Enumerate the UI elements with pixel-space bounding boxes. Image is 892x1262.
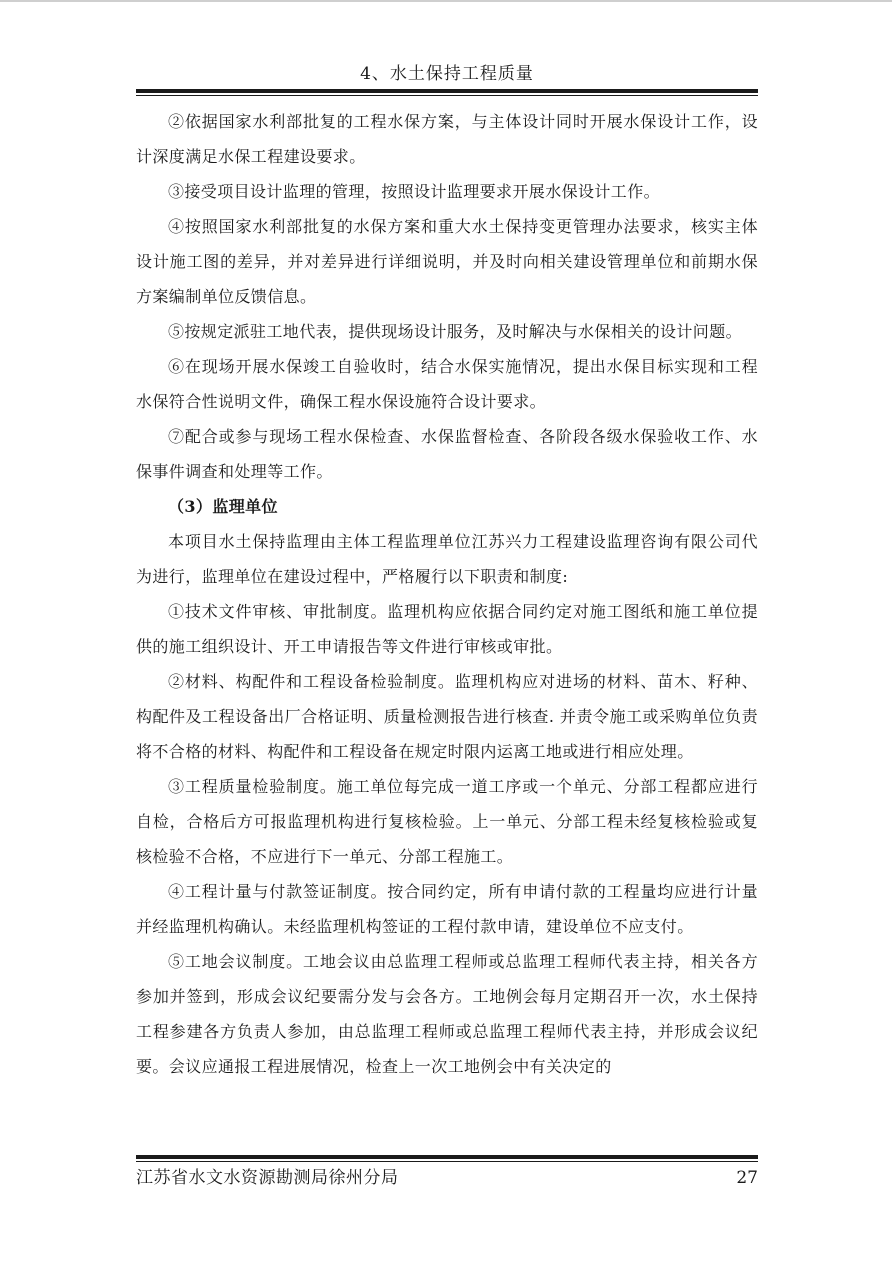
footer-rule-thick <box>136 1155 758 1159</box>
footer-organization: 江苏省水文水资源勘测局徐州分局 <box>136 1168 399 1188</box>
page-number: 27 <box>736 1168 758 1188</box>
paragraph-design-supervision: ③接受项目设计监理的管理，按照设计监理要求开展水保设计工作。 <box>168 182 661 201</box>
paragraph-payment-certification: ④工程计量与付款签证制度。按合同约定，所有申请付款的工程量均应进行计量并经监理机构确认。未经监理机构签证的工程付款申请，建设单位不应支付。 <box>136 882 758 936</box>
paragraph-site-representative: ⑤按规定派驻工地代表，提供现场设计服务，及时解决与水保相关的设计问题。 <box>168 322 743 341</box>
paragraph-quality-inspection: ③工程质量检验制度。施工单位每完成一道工序或一个单元、分部工程都应进行自检，合格后方可报监理机构进行复核检验。上一单元、分部工程未经复核检验或复核检验不合格，不应进行下一单元、分部工程施工。 <box>136 777 758 866</box>
document-body <box>136 104 758 1084</box>
header-rule-thin <box>136 95 758 96</box>
footer-rule-thin <box>136 1161 758 1162</box>
page-top-border <box>0 0 892 2</box>
section-heading-supervision-unit: （3）监理单位 <box>168 497 278 516</box>
paragraph-site-meeting: ⑤工地会议制度。工地会议由总监理工程师或总监理工程师代表主持，相关各方参加并签到，形成会议纪要需分发与会各方。工地例会每月定期召开一次，水土保持工程参建各方负责人参加，由总监理工程师或总监理工程师代表主持，并形成会议纪要。会议应通报工程进展情况，检查上一次工地例会中有关决定的 <box>136 952 758 1076</box>
paragraph-supervision-intro: 本项目水土保持监理由主体工程监理单位江苏兴力工程建设监理咨询有限公司代为进行，监理单位在建设过程中，严格履行以下职责和制度: <box>136 532 758 586</box>
paragraph-design-depth: ②依据国家水利部批复的工程水保方案，与主体设计同时开展水保设计工作，设计深度满足水保工程建设要求。 <box>136 112 758 166</box>
paragraph-self-acceptance: ⑥在现场开展水保竣工自验收时，结合水保实施情况，提出水保目标实现和工程水保符合性说明文件，确保工程水保设施符合设计要求。 <box>136 357 758 411</box>
header-title: 4、水土保持工程质量 <box>360 64 534 84</box>
paragraph-document-review: ①技术文件审核、审批制度。监理机构应依据合同约定对施工图纸和施工单位提供的施工组织设计、开工申请报告等文件进行审核或审批。 <box>136 602 758 656</box>
paragraph-inspection-cooperation: ⑦配合或参与现场工程水保检查、水保监督检查、各阶段各级水保验收工作、水保事件调查和处理等工作。 <box>136 427 758 481</box>
paragraph-change-management: ④按照国家水利部批复的水保方案和重大水土保持变更管理办法要求，核实主体设计施工图的差异，并对差异进行详细说明，并及时向相关建设管理单位和前期水保方案编制单位反馈信息。 <box>136 217 758 306</box>
paragraph-material-inspection: ②材料、构配件和工程设备检验制度。监理机构应对进场的材料、苗木、籽种、构配件及工程设备出厂合格证明、质量检测报告进行核查. 并责令施工或采购单位负责将不合格的材料、构配件和工程设备在规定时限内运离工地或进行相应处理。 <box>136 672 758 761</box>
header-rule-thick <box>136 89 758 93</box>
